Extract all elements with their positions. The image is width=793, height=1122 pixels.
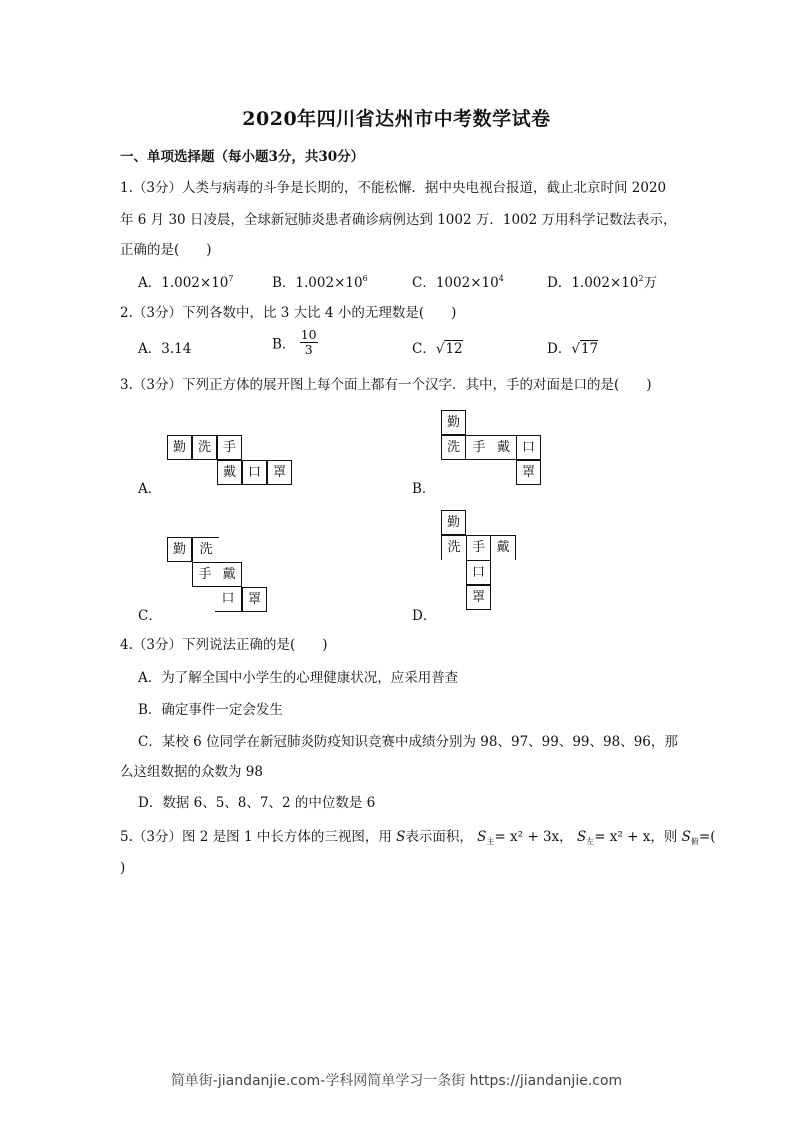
net-cell: 罩 (242, 587, 267, 612)
document-title: 2020年四川省达州市中考数学试卷 (242, 108, 551, 130)
q3-option-a[interactable]: A． (138, 481, 162, 497)
net-cell: 戴 (217, 562, 242, 587)
fraction: $\frac{10}{3}$ (300, 327, 317, 357)
question-1-line-2: 年 6 月 30 日凌晨，全球新冠肺炎患者确诊病例达到 1002 万．1002 万用科学记数法表示， (120, 212, 677, 228)
net-cell: 勤 (441, 510, 466, 535)
net-cell: 罩 (267, 460, 292, 485)
question-5-close: ) (120, 860, 126, 876)
sqrt-symbol: √17 (571, 341, 599, 357)
question-3-text: 3.（3分）下列正方体的展开图上每个面上都有一个汉字．其中，手的对面是口的是( ) (120, 377, 652, 393)
q1-option-c[interactable]: C．$1002\times 10^4$ (412, 274, 504, 291)
net-cell: 口 (242, 460, 267, 485)
q2-option-d[interactable]: D．√17 (547, 341, 599, 357)
q2-option-b[interactable]: B． $\frac{10}{3}$ (272, 327, 317, 357)
q2-option-c[interactable]: C．√12 (412, 341, 463, 357)
sqrt-symbol: √12 (435, 341, 463, 357)
net-cell: 口 (516, 435, 541, 460)
net-cell: 口 (215, 587, 242, 612)
question-1-line-1: 1.（3分）人类与病毒的斗争是长期的，不能松懈．据中央电视台报道，截止北京时间 2020 (120, 180, 667, 196)
net-cell: 罩 (466, 585, 491, 610)
net-cell: 勤 (167, 435, 192, 460)
q3-option-c[interactable]: C． (138, 608, 162, 624)
q1-option-d[interactable]: D．$1.002\times 10^2$万 (547, 274, 658, 291)
question-1-line-3: 正确的是( ) (120, 242, 212, 258)
question-2-text: 2.（3分）下列各数中，比 3 大比 4 小的无理数是( ) (120, 305, 457, 321)
net-cell: 手 (192, 562, 217, 587)
net-cell: 勤 (441, 410, 466, 435)
question-5-text: 5.（3分）图 2 是图 1 中长方体的三视图，用 S表示面积， $S_主= x^2 + 3x$， $S_左= x^2 + x$，则 $S_俯=$( (120, 829, 716, 846)
q2-option-a[interactable]: A．3.14 (138, 341, 192, 357)
q4-option-c[interactable]: C．某校 6 位同学在新冠肺炎防疫知识竞赛中成绩分别为 98、97、99、99、98、96，那 (138, 734, 678, 750)
q1-option-a[interactable]: A．$1.002\times 10^7$ (138, 274, 234, 291)
q3-option-d[interactable]: D． (412, 608, 437, 624)
net-cell: 勤 (167, 537, 192, 562)
q4-option-a[interactable]: A．为了解全国中小学生的心理健康状况，应采用普查 (138, 670, 459, 686)
net-cell: 洗 (192, 435, 217, 460)
net-cell: 手 (217, 435, 242, 460)
q4-option-c-cont: 么这组数据的众数为 98 (120, 764, 263, 780)
q4-option-d[interactable]: D．数据 6、5、8、7、2 的中位数是 6 (138, 795, 376, 811)
q4-option-b[interactable]: B．确定事件一定会发生 (138, 702, 283, 718)
q1-option-b[interactable]: B．$1.002\times 10^6$ (272, 274, 368, 291)
net-cell: 戴 (491, 435, 517, 460)
q3-option-b[interactable]: B． (412, 481, 436, 497)
net-cell: 口 (466, 560, 491, 585)
net-cell: 手 (466, 435, 492, 460)
net-cell: 洗 (441, 435, 466, 460)
section-heading: 一、单项选择题（每小题3分，共30分） (120, 149, 365, 165)
net-cell: 戴 (217, 460, 242, 485)
net-cell: 戴 (491, 535, 516, 560)
footer-watermark: 简单街-jiandanjie.com-学科网简单学习一条街 https://jiandanjie.com (170, 1073, 623, 1089)
net-cell: 手 (466, 535, 491, 560)
net-cell: 洗 (441, 535, 466, 560)
net-cell: 洗 (192, 537, 219, 562)
question-4-text: 4.（3分）下列说法正确的是( ) (120, 637, 328, 653)
net-cell: 罩 (516, 460, 541, 485)
